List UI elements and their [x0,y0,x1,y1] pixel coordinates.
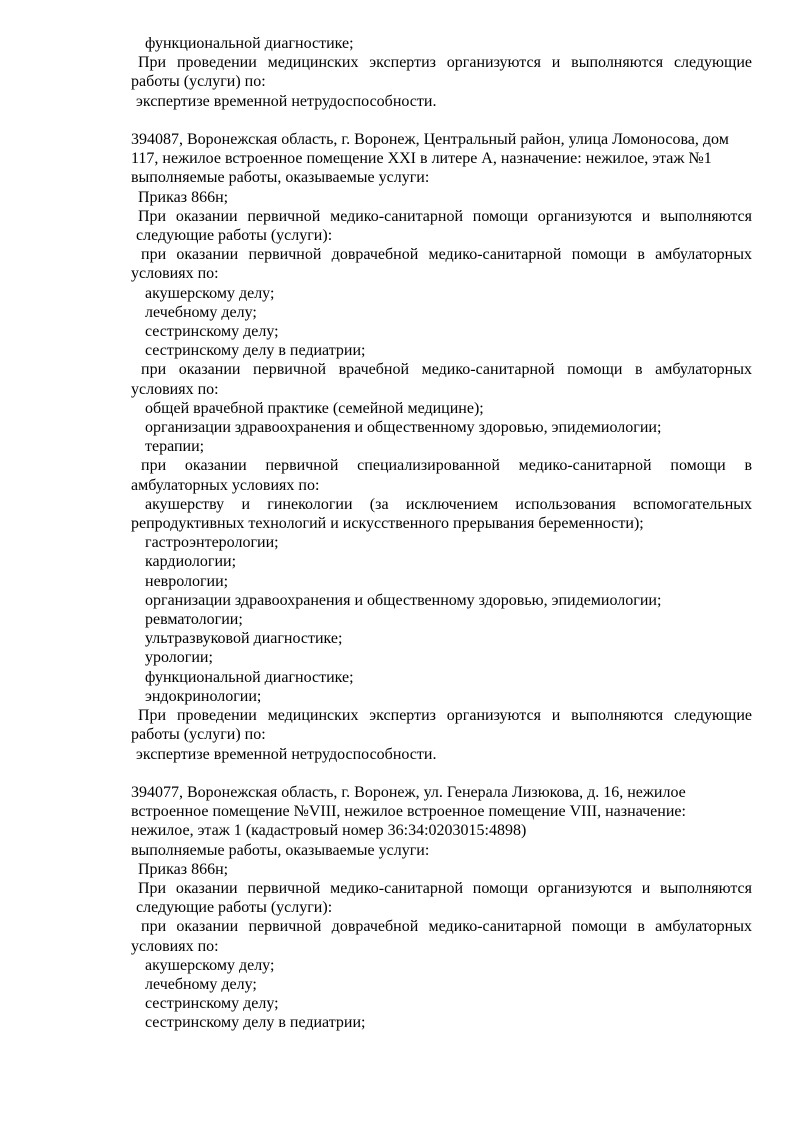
document-line: ультразвуковой диагностике; [145,630,343,648]
document-line: амбулаторных условиях по: [131,476,320,494]
document-line: выполняемые работы, оказываемые услуги: [131,169,430,187]
document-line: встроенное помещение №VIII, нежилое встроенное помещение VIII, назначение: [131,803,686,821]
document-line: следующие работы (услуги): [136,227,333,245]
document-line: условиях по: [131,380,219,398]
document-line: лечебному делу; [145,975,257,993]
document-line: функциональной диагностике; [145,668,354,686]
entry-394077-lizyukova [131,783,752,1033]
document-line: При проведении медицинских экспертиз организуются и выполняются следующие [138,707,752,725]
document-line: при оказании первичной доврачебной медико-санитарной помощи в амбулаторных [141,246,752,264]
document-line: гастроэнтерологии; [145,534,279,552]
document-line: условиях по: [131,937,219,955]
document-line: следующие работы (услуги): [136,899,333,917]
document-line: при оказании первичной врачебной медико-санитарной помощи в амбулаторных [141,361,752,379]
document-line: 394077, Воронежская область, г. Воронеж, ул. Генерала Лизюкова, д. 16, нежилое [131,783,686,801]
document-line: При оказании первичной медико-санитарной помощи организуются и выполняются [138,207,752,225]
document-line: сестринскому делу в педиатрии; [145,342,366,360]
entry-394087-lomonosova [131,130,752,764]
document-line: сестринскому делу; [145,323,279,341]
document-line: терапии; [145,438,205,456]
document-line: При оказании первичной медико-санитарной помощи организуются и выполняются [138,879,752,897]
document-line: условиях по: [131,265,219,283]
document-line: сестринскому делу; [145,995,279,1013]
document-line: общей врачебной практике (семейной медицине); [145,399,484,417]
document-line: функциональной диагностике; [145,35,354,52]
document-line: репродуктивных технологий и искусственного прерывания беременности); [131,515,644,533]
document-line: сестринскому делу в педиатрии; [145,1014,366,1032]
document-line: Приказ 866н; [138,188,229,206]
document-line: при оказании первичной специализированной медико-санитарной помощи в [141,457,752,475]
document-line: 117, нежилое встроенное помещение XXI в литере А, назначение: нежилое, этаж №1 [131,150,712,168]
document-line: акушерскому делу; [145,956,275,974]
document-line: работы (услуги) по: [131,73,266,91]
document-line: нежилое, этаж 1 (кадастровый номер 36:34:0203015:4898) [131,822,527,840]
document-line: организации здравоохранения и общественному здоровью, эпидемиологии; [145,591,662,609]
document-line: акушерскому делу; [145,284,275,302]
document-line: ревматологии; [145,611,243,629]
document-line: Приказ 866н; [138,860,229,878]
document-line: урологии; [145,649,213,667]
document-line: экспертизе временной нетрудоспособности. [136,92,437,110]
document-line: выполняемые работы, оказываемые услуги: [131,841,430,859]
document-line: эндокринологии; [145,687,262,705]
document-line: кардиологии; [145,553,237,571]
document-line: организации здравоохранения и общественному здоровью, эпидемиологии; [145,419,662,437]
document-line: при оказании первичной доврачебной медико-санитарной помощи в амбулаторных [141,918,752,936]
entry-previous-continuation [131,34,752,111]
document-line: экспертизе временной нетрудоспособности. [136,745,437,763]
document-line: При проведении медицинских экспертиз организуются и выполняются следующие [138,54,752,72]
document-line: работы (услуги) по: [131,726,266,744]
document-line: акушерству и гинекологии (за исключением использования вспомогательных [145,495,752,513]
document-line: неврологии; [145,572,229,590]
document-line: 394087, Воронежская область, г. Воронеж, Центральный район, улица Ломоносова, дом [131,131,729,148]
document-line: лечебному делу; [145,303,257,321]
